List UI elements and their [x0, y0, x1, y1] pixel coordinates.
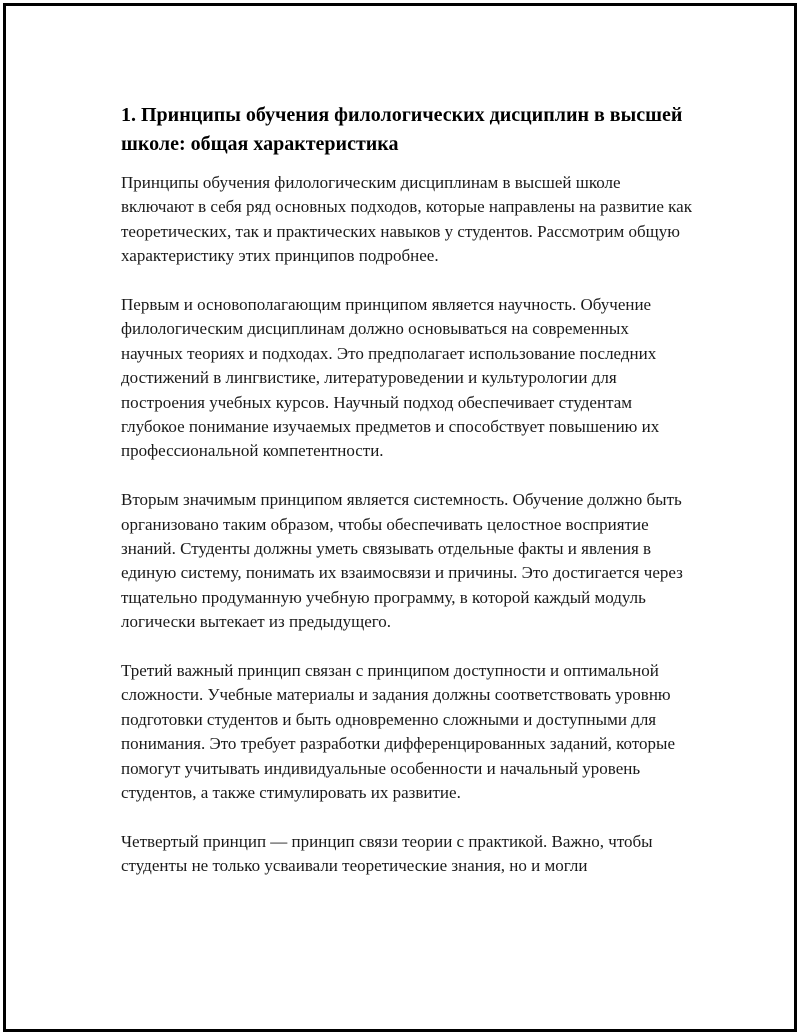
document-body — [121, 101, 693, 903]
section-heading: 1. Принципы обучения филологических дисциплин в высшей школе: общая характеристика — [121, 104, 683, 155]
paragraph-intro: Принципы обучения филологическим дисциплинам в высшей школе включают в себя ряд основных подходов, которые направлены на развитие как теоретических, так и практических навыков у студентов. Рассмотрим общую характеристику этих принципов подробнее. — [121, 173, 692, 266]
paragraph-theory-practice-principle: Четвертый принцип — принцип связи теории с практикой. Важно, чтобы студенты не только усваивали теоретические знания, но и могли — [121, 831, 653, 876]
paragraph-systematic-principle: Вторым значимым принципом является системность. Обучение должно быть организовано таким образом, чтобы обеспечивать целостное восприятие знаний. Студенты должны уметь связывать отдельные факты и явления в единую систему, понимать их взаимосвязи и причины. Это достигается через тщательно продуманную учебную программу, в которой каждый модуль логически вытекает из предыдущего. — [121, 490, 683, 632]
paragraph-scientific-principle: Первым и основополагающим принципом является научность. Обучение филологическим дисциплинам должно основываться на современных научных теориях и подходах. Это предполагает использование последних достижений в лингвистике, литературоведении и культурологии для построения учебных курсов. Научный подход обеспечивает студентам глубокое понимание изучаемых предметов и способствует повышению их профессиональной компетентности. — [121, 295, 660, 461]
paragraph-accessibility-principle: Третий важный принцип связан с принципом доступности и оптимальной сложности. Учебные материалы и задания должны соответствовать уровню подготовки студентов и быть одновременно сложными и доступными для понимания. Это требует разработки дифференцированных заданий, которые помогут учитывать индивидуальные особенности и начальный уровень студентов, а также стимулировать их развитие. — [121, 661, 675, 803]
document-page — [3, 3, 797, 1032]
